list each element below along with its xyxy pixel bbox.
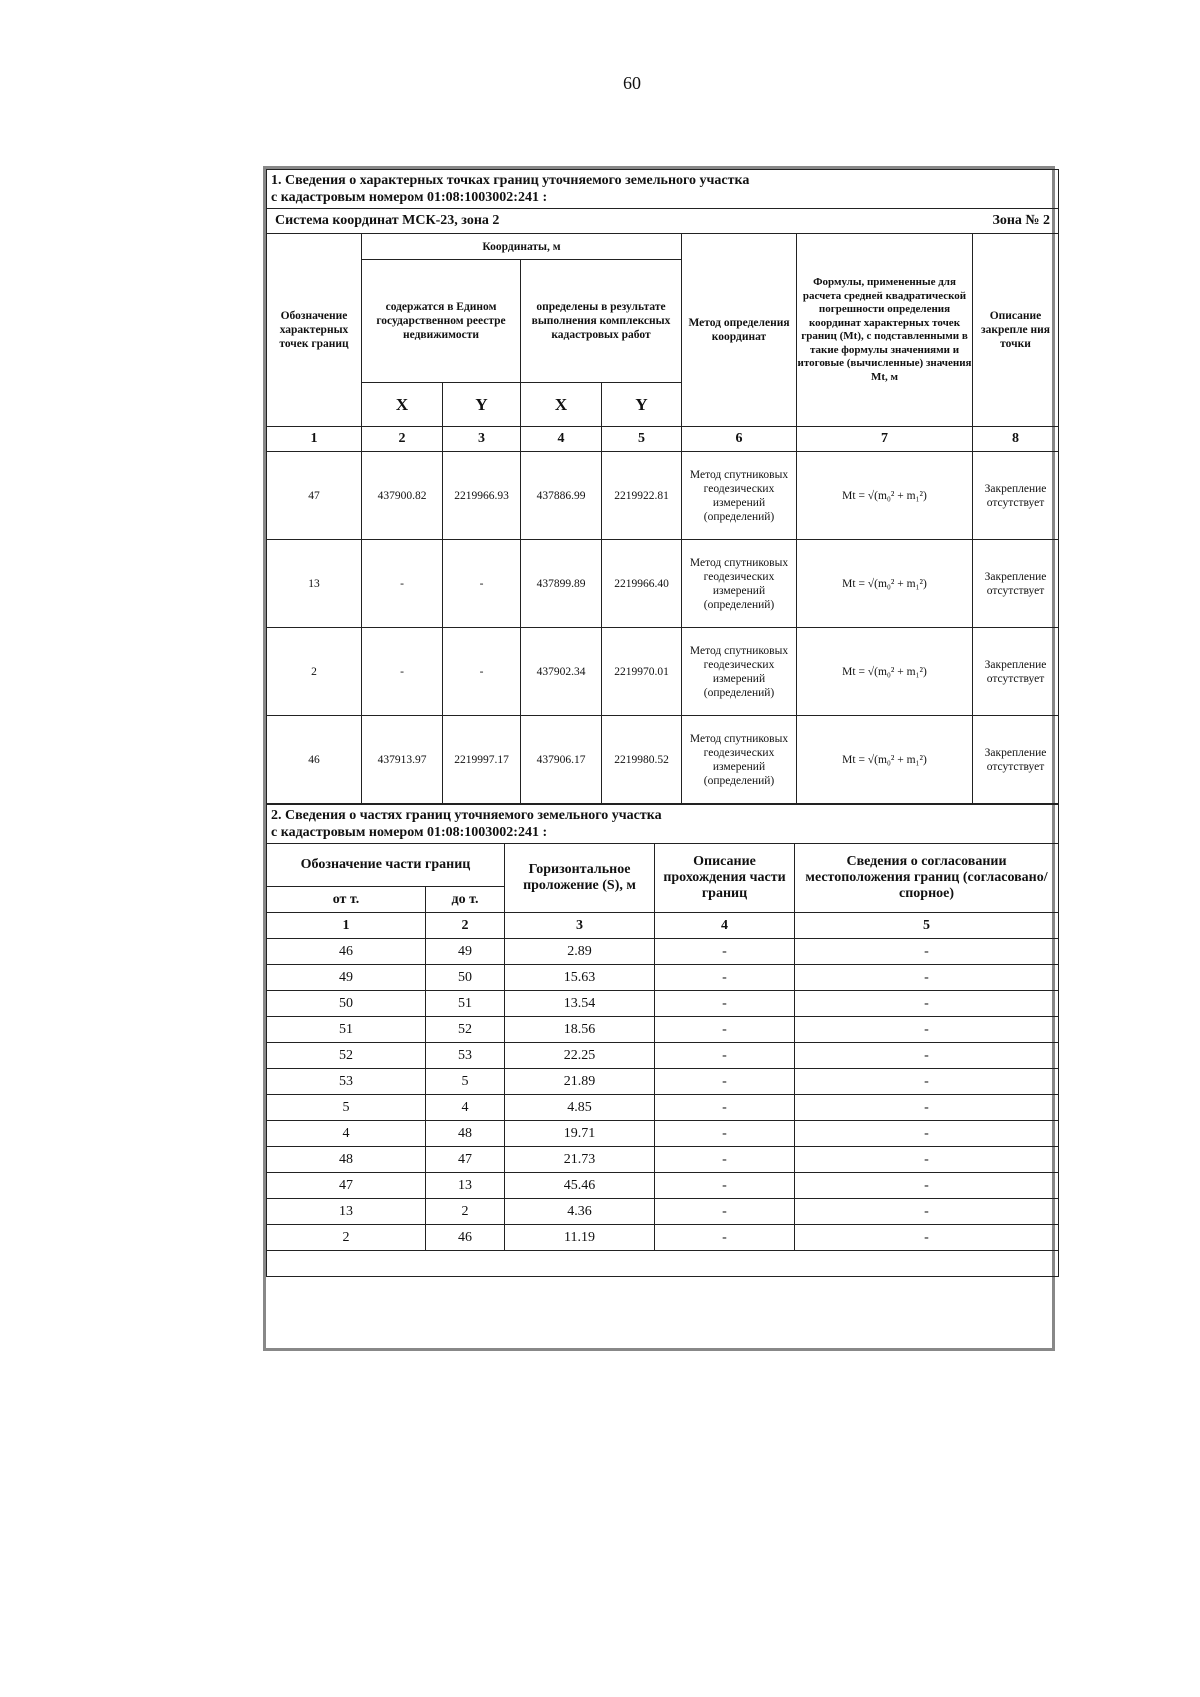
- method: Метод спутниковых геодезических измерений (определений): [682, 540, 797, 628]
- header-determined: определены в результате выполнения комплексных кадастровых работ: [521, 260, 682, 383]
- to-point: 48: [426, 1121, 505, 1147]
- horizontal-length: 13.54: [505, 991, 655, 1017]
- table-row: [267, 628, 1059, 716]
- agreement-status: -: [795, 965, 1059, 991]
- passage-description: -: [655, 1069, 795, 1095]
- col-number: 4: [521, 427, 602, 452]
- section1-title-line2: с кадастровым номером 01:08:1003002:241 :: [271, 190, 548, 205]
- header-to: до т.: [426, 887, 505, 913]
- table-row: [267, 1121, 1059, 1147]
- col-number: 7: [797, 427, 973, 452]
- table-row: [267, 1199, 1059, 1225]
- col-number: 3: [505, 913, 655, 939]
- y-determined: 2219970.01: [602, 628, 682, 716]
- to-point: 5: [426, 1069, 505, 1095]
- x-determined: 437902.34: [521, 628, 602, 716]
- to-point: 51: [426, 991, 505, 1017]
- section2-title: [267, 805, 1059, 844]
- fixing-description: Закрепление отсутствует: [973, 540, 1059, 628]
- agreement-status: -: [795, 1147, 1059, 1173]
- x-determined: 437886.99: [521, 452, 602, 540]
- horizontal-length: 2.89: [505, 939, 655, 965]
- agreement-status: -: [795, 1095, 1059, 1121]
- horizontal-length: 18.56: [505, 1017, 655, 1043]
- col-number: 3: [443, 427, 521, 452]
- col-number: 6: [682, 427, 797, 452]
- from-point: 52: [267, 1043, 426, 1069]
- table-row: [267, 1173, 1059, 1199]
- passage-description: -: [655, 939, 795, 965]
- table-row: [267, 452, 1059, 540]
- to-point: 52: [426, 1017, 505, 1043]
- from-point: 2: [267, 1225, 426, 1251]
- table-row: [267, 965, 1059, 991]
- fixing-description: Закрепление отсутствует: [973, 452, 1059, 540]
- to-point: 53: [426, 1043, 505, 1069]
- zone-label: Зона № 2: [992, 213, 1050, 228]
- y-egrn: -: [443, 540, 521, 628]
- agreement-status: -: [795, 1199, 1059, 1225]
- to-point: 4: [426, 1095, 505, 1121]
- header-from: от т.: [267, 887, 426, 913]
- boundary-parts-table: [266, 804, 1059, 1277]
- horizontal-length: 21.89: [505, 1069, 655, 1095]
- column-number-row: [267, 427, 1059, 452]
- header-coords: Координаты, м: [362, 234, 682, 260]
- col-number: 1: [267, 913, 426, 939]
- empty-area: [267, 1251, 1059, 1277]
- formula: Mt = √(m₀² + m₁²): [797, 540, 973, 628]
- point-id: 47: [267, 452, 362, 540]
- table-row: [267, 1147, 1059, 1173]
- y-egrn: 2219966.93: [443, 452, 521, 540]
- table-row: [267, 1043, 1059, 1069]
- passage-description: -: [655, 991, 795, 1017]
- formula: Mt = √(m₀² + m₁²): [797, 452, 973, 540]
- passage-description: -: [655, 1043, 795, 1069]
- to-point: 47: [426, 1147, 505, 1173]
- header-y-det: Y: [602, 383, 682, 427]
- col-number: 5: [795, 913, 1059, 939]
- y-determined: 2219922.81: [602, 452, 682, 540]
- method: Метод спутниковых геодезических измерений (определений): [682, 452, 797, 540]
- table-row: [267, 991, 1059, 1017]
- from-point: 46: [267, 939, 426, 965]
- formula: Mt = √(m₀² + m₁²): [797, 628, 973, 716]
- agreement-status: -: [795, 1043, 1059, 1069]
- point-id: 13: [267, 540, 362, 628]
- passage-description: -: [655, 1095, 795, 1121]
- formula: Mt = √(m₀² + m₁²): [797, 716, 973, 804]
- header-part: Обозначение части границ: [267, 844, 505, 887]
- passage-description: -: [655, 1121, 795, 1147]
- col-number: 8: [973, 427, 1059, 452]
- table-row: [267, 939, 1059, 965]
- to-point: 13: [426, 1173, 505, 1199]
- section2-title-line2: с кадастровым номером 01:08:1003002:241 :: [271, 825, 548, 840]
- to-point: 49: [426, 939, 505, 965]
- to-point: 46: [426, 1225, 505, 1251]
- from-point: 47: [267, 1173, 426, 1199]
- section2-title-line1: 2. Сведения о частях границ уточняемого земельного участка: [271, 808, 662, 823]
- horizontal-length: 21.73: [505, 1147, 655, 1173]
- header-passage: Описание прохождения части границ: [655, 844, 795, 913]
- horizontal-length: 4.85: [505, 1095, 655, 1121]
- table-row: [267, 1225, 1059, 1251]
- table-row: [267, 1095, 1059, 1121]
- passage-description: -: [655, 1147, 795, 1173]
- agreement-status: -: [795, 1225, 1059, 1251]
- table-row: [267, 1017, 1059, 1043]
- to-point: 50: [426, 965, 505, 991]
- col-number: 1: [267, 427, 362, 452]
- header-x-det: X: [521, 383, 602, 427]
- header-method: Метод определения координат: [682, 234, 797, 427]
- header-agreement: Сведения о согласовании местоположения границ (согласовано/спорное): [795, 844, 1059, 913]
- section1-title-line1: 1. Сведения о характерных точках границ уточняемого земельного участка: [271, 173, 750, 188]
- passage-description: -: [655, 1173, 795, 1199]
- passage-description: -: [655, 1225, 795, 1251]
- coord-system: Система координат МСК-23, зона 2: [275, 213, 500, 228]
- header-formulas: Формулы, примененные для расчета средней квадратической погрешности определения координат характерных точек границ (Mt), с подставленными в такие формулы значениями и итоговые (вычисленные) значения Mt, м: [797, 234, 973, 427]
- passage-description: -: [655, 1017, 795, 1043]
- x-egrn: 437913.97: [362, 716, 443, 804]
- from-point: 50: [267, 991, 426, 1017]
- from-point: 5: [267, 1095, 426, 1121]
- header-description: Описание закрепле ния точки: [973, 234, 1059, 427]
- from-point: 51: [267, 1017, 426, 1043]
- horizontal-length: 15.63: [505, 965, 655, 991]
- horizontal-length: 11.19: [505, 1225, 655, 1251]
- col-number: 2: [426, 913, 505, 939]
- header-y-egrn: Y: [443, 383, 521, 427]
- coord-system-row: [267, 209, 1059, 234]
- y-egrn: -: [443, 628, 521, 716]
- header-point: Обозначение характерных точек границ: [267, 234, 362, 427]
- passage-description: -: [655, 965, 795, 991]
- from-point: 49: [267, 965, 426, 991]
- document-frame: [263, 166, 1055, 1351]
- horizontal-length: 22.25: [505, 1043, 655, 1069]
- header-length: Горизонтальное проложение (S), м: [505, 844, 655, 913]
- agreement-status: -: [795, 1121, 1059, 1147]
- method: Метод спутниковых геодезических измерений (определений): [682, 716, 797, 804]
- column-number-row: [267, 913, 1059, 939]
- from-point: 13: [267, 1199, 426, 1225]
- y-determined: 2219980.52: [602, 716, 682, 804]
- agreement-status: -: [795, 1017, 1059, 1043]
- to-point: 2: [426, 1199, 505, 1225]
- table-row: [267, 1069, 1059, 1095]
- boundary-parts-body: [267, 939, 1059, 1251]
- x-egrn: -: [362, 628, 443, 716]
- col-number: 2: [362, 427, 443, 452]
- agreement-status: -: [795, 939, 1059, 965]
- header-egrn: содержатся в Едином государственном реестре недвижимости: [362, 260, 521, 383]
- from-point: 48: [267, 1147, 426, 1173]
- x-egrn: 437900.82: [362, 452, 443, 540]
- table-row: [267, 540, 1059, 628]
- col-number: 5: [602, 427, 682, 452]
- y-egrn: 2219997.17: [443, 716, 521, 804]
- page-number: 60: [623, 73, 641, 93]
- method: Метод спутниковых геодезических измерений (определений): [682, 628, 797, 716]
- point-id: 46: [267, 716, 362, 804]
- section1-title: [267, 170, 1059, 209]
- point-id: 2: [267, 628, 362, 716]
- x-egrn: -: [362, 540, 443, 628]
- passage-description: -: [655, 1199, 795, 1225]
- x-determined: 437906.17: [521, 716, 602, 804]
- agreement-status: -: [795, 1173, 1059, 1199]
- agreement-status: -: [795, 991, 1059, 1017]
- fixing-description: Закрепление отсутствует: [973, 716, 1059, 804]
- agreement-status: -: [795, 1069, 1059, 1095]
- col-number: 4: [655, 913, 795, 939]
- horizontal-length: 45.46: [505, 1173, 655, 1199]
- y-determined: 2219966.40: [602, 540, 682, 628]
- horizontal-length: 19.71: [505, 1121, 655, 1147]
- from-point: 4: [267, 1121, 426, 1147]
- horizontal-length: 4.36: [505, 1199, 655, 1225]
- from-point: 53: [267, 1069, 426, 1095]
- table-row: [267, 716, 1059, 804]
- header-x-egrn: X: [362, 383, 443, 427]
- points-table: [266, 169, 1059, 804]
- x-determined: 437899.89: [521, 540, 602, 628]
- fixing-description: Закрепление отсутствует: [973, 628, 1059, 716]
